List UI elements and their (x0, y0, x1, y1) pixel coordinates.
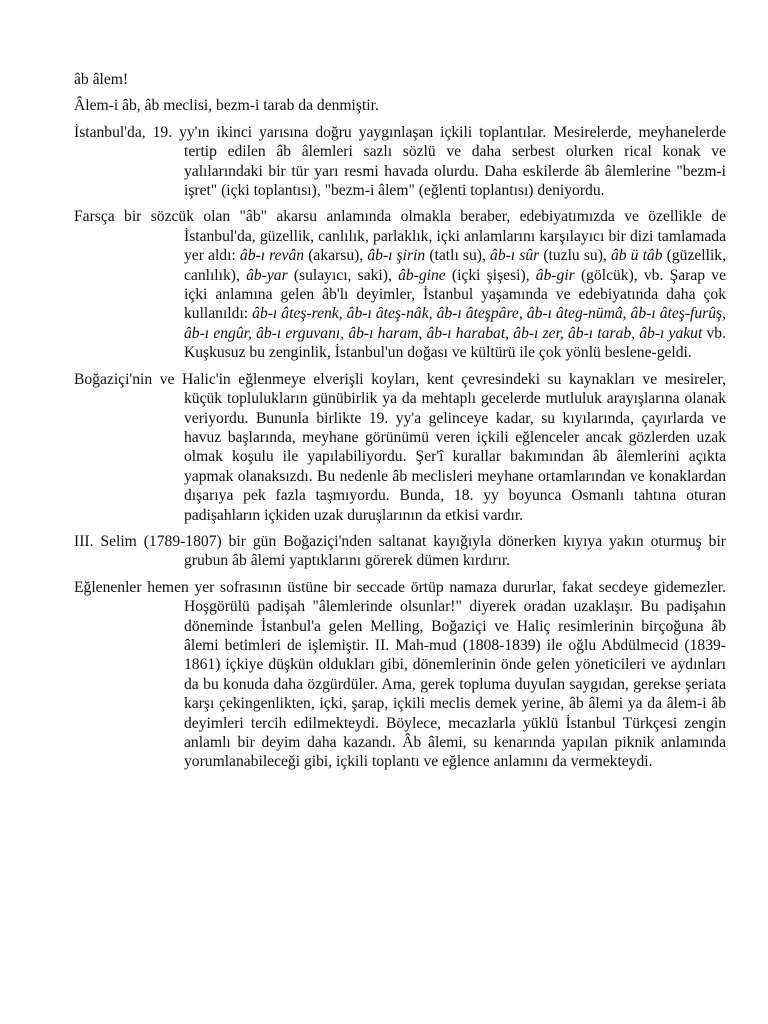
italic-term: âb-gir (535, 266, 575, 284)
italic-term: âb-yar (246, 266, 288, 284)
paragraph-etymology (74, 207, 726, 362)
paragraph-definition (74, 96, 726, 115)
text-run: (güzellik, canlılık), (184, 247, 726, 284)
text-run: (sulayıcı, saki), (287, 266, 399, 284)
text-run: vb. Kuşkusuz bu zenginlik, İstanbul'un doğası ve kültürü ile çok yönlü beslene-geldi. (184, 324, 727, 362)
text-run: Eğlenenler hemen yer sofrasının üstüne bir seccade örtüp namaza dururlar, fakat secdeye gidemezler. Hoşgörülü padişah "âlemlerinde olsunlar!" diyerek oradan uzaklaşır. Bu padişahın döneminde İstanbul'a gelen Melling, Boğaziçi ve Haliç resimlerinin birçoğuna âb âlemi betimleri de işlemiştir. II. Mah-mud (1808-1839) ile oğlu Abdülmecid (1839-1861) içkiye düşkün oldukları gibi, dönemlerinin önde gelen yöneticileri ve aydınları da bu konuda daha özgürdüler. Ama, gerek topluma duyulan saygıdan, gerekse şeriata karşı çekingenlikten, içki, şarap, içkili meclis demek yerine, âb âlemi ya da âlem-i âb deyimleri tercih edilmekteydi. Böylece, mecazlarla yüklü İstanbul Türkçesi zengin anlamlı bir deyim daha kazandı. Âb âlemi, su kenarında yapılan piknik anlamında yorumlanabileceği gibi, içkili toplantı ve eğlence anlamını da vermekteydi. (74, 578, 726, 771)
text-run: Boğaziçi'nin ve Halic'in eğlenmeye elverişli koyları, kent çevresindeki su kaynakları ve mesireler, küçük toplulukların günübirlik ya da mehtaplı gecelerde mutluluk arayışlarına olanak veriyordu. Bununla birlikte 19. yy'a gelinceye kadar, su kıyılarında, çayırlarda ve havuz başlarında, meyhane görünümü veren içkili eğlenceler ancak gözlerden uzak olmak koşulu ile yapılabiliyordu. Şer'î kurallar bakımından âb âlemlerini açıkta yapmak olanaksızdı. Bu nedenle âb meclisleri meyhane ortamlarından ve konaklardan dışarıya pek fazla taşmıyordu. Bunda, 18. yy boyunca Osmanlı tahtına oturan padişahların içkiden uzak duruşlarının da etkisi vardır. (74, 370, 726, 524)
text-run: (tatlı su), (425, 247, 491, 265)
document-page (74, 70, 726, 779)
text-run: (gölcük), vb. Şarap ve içki anlamına gelen âb'lı deyimler, İstanbul yaşamında ve edebiyatında daha çok kullanıldı: (184, 266, 726, 323)
paragraph-tolerance (74, 578, 726, 772)
text-run: İstanbul'da, 19. yy'ın ikinci yarısına doğru yaygınlaşan içkili toplantılar. Mesirelerde, meyhanelerde tertip edilen âb âlemleri sazlı sözlü ve daha serbest olurken rical konak ve yalılarındaki bir tür yarı resmi havada olurdu. Daha eskilerde âb âlemlerine "bezm-i işret" (içki toplantısı), "bezm-i âlem" (eğlenti toplantısı) deniyordu. (74, 123, 726, 200)
text-run: (tuzlu su), (539, 247, 611, 265)
italic-term: âb ü tâb (610, 247, 663, 265)
italic-term: âb-gine (398, 266, 446, 284)
italic-term: âb-ı revân (239, 247, 305, 265)
paragraph-selim (74, 532, 726, 571)
paragraph-history (74, 123, 726, 201)
text-run: (akarsu), (304, 247, 368, 265)
document-title: âb âlem! (74, 71, 129, 88)
italic-term: âb-ı şirin (367, 247, 426, 265)
italic-term: âb-ı sûr (490, 247, 540, 265)
text-run: (içki şişesi), (445, 266, 536, 284)
text-run: Âlem-i âb, âb meclisi, bezm-i tarab da denmiştir. (74, 97, 379, 115)
italic-term: âb-ı âteş-renk, âb-ı âteş-nâk, âb-ı âteşpâre, âb-ı âteg-nümâ, âb-ı âteş-furûş, âb-ı engûr, âb-ı erguvanı, âb-ı haram, âb-ı harabat, âb-ı zer, âb-ı tarab, âb-ı yakut (184, 305, 726, 342)
paragraph-bosphorus (74, 370, 726, 525)
text-run: Farsça bir sözcük olan "âb" akarsu anlamında olmakla beraber, edebiyatımızda ve özellikle de İstanbul'da, güzellik, canlılık, parlaklık, içki anlamlarını karşılayıcı bir dizi tamlamada yer aldı: (74, 208, 726, 265)
text-run: III. Selim (1789-1807) bir gün Boğaziçi'nden saltanat kayığıyla dönerken kıyıya yakın oturmuş bir grubun âb âlemi yaptıklarını görerek dümen kırdırır. (74, 532, 726, 570)
